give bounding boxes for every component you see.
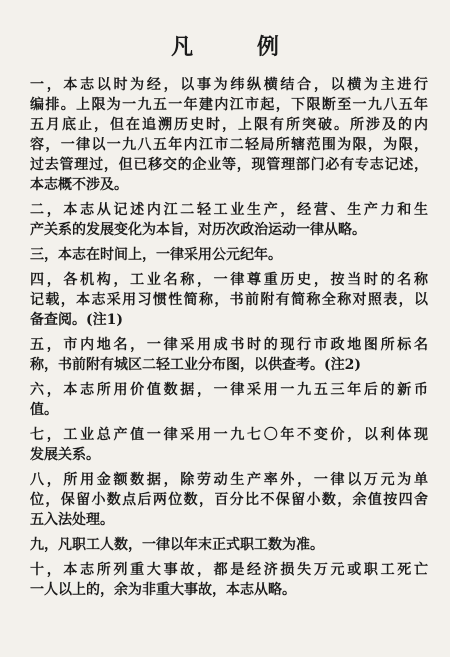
text-line: 三，本志在时间上，一律采用公元纪年。 [30,247,282,263]
text-line: 五入法处理。 [30,512,114,528]
text-line: 过去管理过，但已移交的企业等，现管理部门必有专志记述， [30,157,428,173]
document-body [30,75,428,600]
text-line: 八，所用金额数据，除劳动生产率外，一律以万元为单 [30,472,428,488]
text-line: 五月底止，但在追溯历史时，上限有所突破。所涉及的内 [30,117,428,133]
text-line: 十，本志所列重大事故，都是经济损失万元或职工死亡 [30,562,428,578]
text-line: 产关系的发展变化为本旨，对历次政治运动一律从略。 [30,222,366,238]
text-line: 记载，本志采用习惯性简称，书前附有简称全称对照表，以 [30,292,428,308]
paragraph-8 [30,470,428,530]
text-line: 一人以上的，余为非重大事故，本志从略。 [30,582,296,598]
paragraph-7 [30,425,428,465]
text-line: 发展关系。 [30,447,100,463]
paragraph-6 [30,380,428,420]
paragraph-9 [30,535,428,555]
text-line: 值。 [30,402,58,418]
text-line: 五，市内地名，一律采用成书时的现行市政地图所标名 [30,337,428,353]
paragraph-1 [30,75,428,195]
text-line: 九，凡职工人数，一律以年末正式职工数为准。 [30,537,324,553]
paragraph-4 [30,270,428,330]
page-title: 凡 例 [171,34,307,60]
text-line: 六，本志所用价值数据，一律采用一九五三年后的新币 [30,382,428,398]
paragraph-2 [30,200,428,240]
text-line: 称，书前附有城区二轻工业分布图，以供查考。(注2) [30,357,361,373]
text-line: 二，本志从记述内江二轻工业生产，经营、生产力和生 [30,202,428,218]
text-line: 本志概不涉及。 [30,177,128,193]
text-line: 容，一律以一九八五年内江市二轻局所辖范围为限，为限， [30,137,428,153]
paragraph-3 [30,245,428,265]
text-line: 七，工业总产值一律采用一九七〇年不变价，以利体现 [30,427,428,443]
text-line: 编排。上限为一九五一年建内江市起，下限断至一九八五年 [30,97,428,113]
paragraph-10 [30,560,428,600]
text-line: 备查阅。(注1) [30,312,123,328]
paragraph-5 [30,335,428,375]
text-line: 位，保留小数点后两位数，百分比不保留小数，余值按四舍 [30,492,428,508]
text-line: 四，各机构，工业名称，一律尊重历史，按当时的名称 [30,272,428,288]
text-line: 一，本志以时为经，以事为纬纵横结合，以横为主进行 [30,77,428,93]
